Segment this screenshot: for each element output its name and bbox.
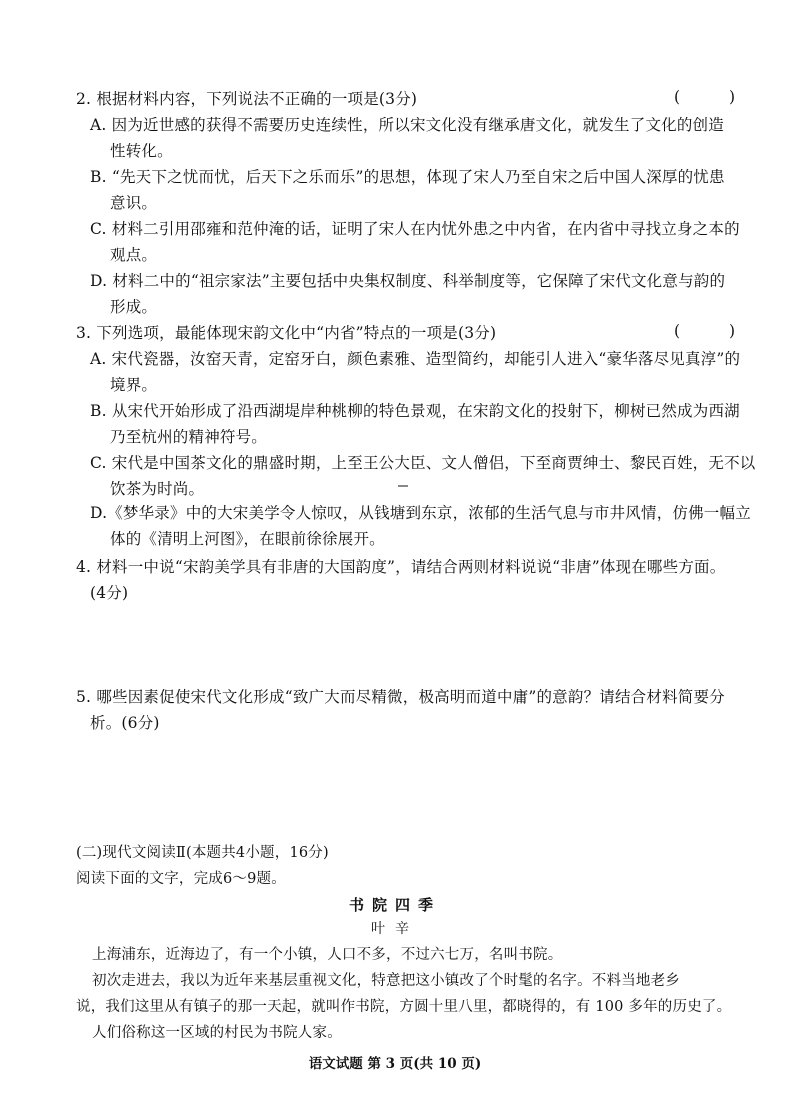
q2-answer-paren: ( ) (674, 88, 758, 106)
q4-stem: 4. 材料一中说“宋韵美学具有非唐的大国韵度”，请结合两则材料说说“非唐”体现在哪些方面。 (76, 558, 726, 576)
q3-option-a-cont: 境界。 (110, 376, 158, 394)
q2-option-c-cont: 观点。 (110, 246, 158, 264)
q3-option-d: D.《梦华录》中的大宋美学令人惊叹，从钱塘到东京，浓郁的生活气息与市井风情，仿佛一幅立 (90, 504, 751, 522)
q3-answer-paren: ( ) (674, 322, 758, 340)
q3-option-b-cont: 乃至杭州的精神符号。 (110, 428, 268, 446)
q2-option-a-cont: 性转化。 (110, 142, 173, 160)
q3-stem: 3. 下列选项，最能体现宋韵文化中“内省”特点的一项是(3分) (76, 324, 497, 342)
q2-option-a: A. 因为近世感的获得不需要历史连续性，所以宋文化没有继承唐文化，就发生了文化的创造 (90, 116, 724, 134)
q2-option-d-cont: 形成。 (110, 298, 158, 316)
section-instruction: 阅读下面的文字，完成6～9题。 (76, 871, 286, 887)
q3-option-c-cont: 饮茶为时尚。 (110, 480, 205, 498)
q3-option-d-cont: 体的《清明上河图》，在眼前徐徐展开。 (110, 530, 385, 548)
q2-stem: 2. 根据材料内容，下列说法不正确的一项是(3分) (76, 90, 418, 108)
article-paragraph-2-cont: 说，我们这里从有镇子的那一天起，就叫作书院，方圆十里八里，都晓得的，有 100 多年的历史了。 (76, 999, 732, 1015)
q2-option-b: B. “先天下之忧而忧，后天下之乐而乐”的思想，体现了宋人乃至自宋之后中国人深厚的忧患 (90, 168, 725, 186)
article-paragraph-1: 上海浦东，近海边了，有一个小镇，人口不多，不过六七万，名叫书院。 (92, 947, 563, 963)
scan-speck (398, 485, 408, 487)
q5-stem-cont: 析。(6分) (90, 714, 160, 732)
q3-option-b: B. 从宋代开始形成了沿西湖堤岸种桃柳的特色景观，在宋韵文化的投射下，柳树已然成为西湖 (90, 402, 740, 420)
article-title: 书院四季 (348, 896, 441, 914)
q3-option-c: C. 宋代是中国茶文化的鼎盛时期，上至王公大臣、文人僧侣，下至商贾绅士、黎民百姓，无不以 (90, 454, 756, 472)
article-paragraph-2: 初次走进去，我以为近年来基层重视文化，特意把这小镇改了个时髦的名字。不料当地老乡 (92, 973, 680, 989)
article-author: 叶辛 (371, 921, 419, 937)
section-heading: (二)现代文阅读Ⅱ(本题共4小题，16分) (76, 845, 329, 861)
q2-option-b-cont: 意识。 (110, 194, 158, 212)
q3-option-a: A. 宋代瓷器，汝窑天青，定窑牙白，颜色素雅、造型简约，却能引人进入“豪华落尽见真淳”的 (90, 350, 741, 368)
article-paragraph-3: 人们俗称这一区域的村民为书院人家。 (92, 1025, 342, 1041)
page-footer: 语文试题 第 3 页(共 10 页) (308, 1056, 482, 1072)
q5-stem: 5. 哪些因素促使宋代文化形成“致广大而尽精微，极高明而道中庸”的意韵？请结合材料简要分 (76, 688, 725, 706)
q2-option-c: C. 材料二引用邵雍和范仲淹的话，证明了宋人在内忧外患之中内省，在内省中寻找立身之本的 (90, 220, 740, 238)
q4-score: (4分) (90, 584, 129, 602)
q2-option-d: D. 材料二中的“祖宗家法”主要包括中央集权制度、科举制度等，它保障了宋代文化意与韵的 (90, 272, 726, 290)
